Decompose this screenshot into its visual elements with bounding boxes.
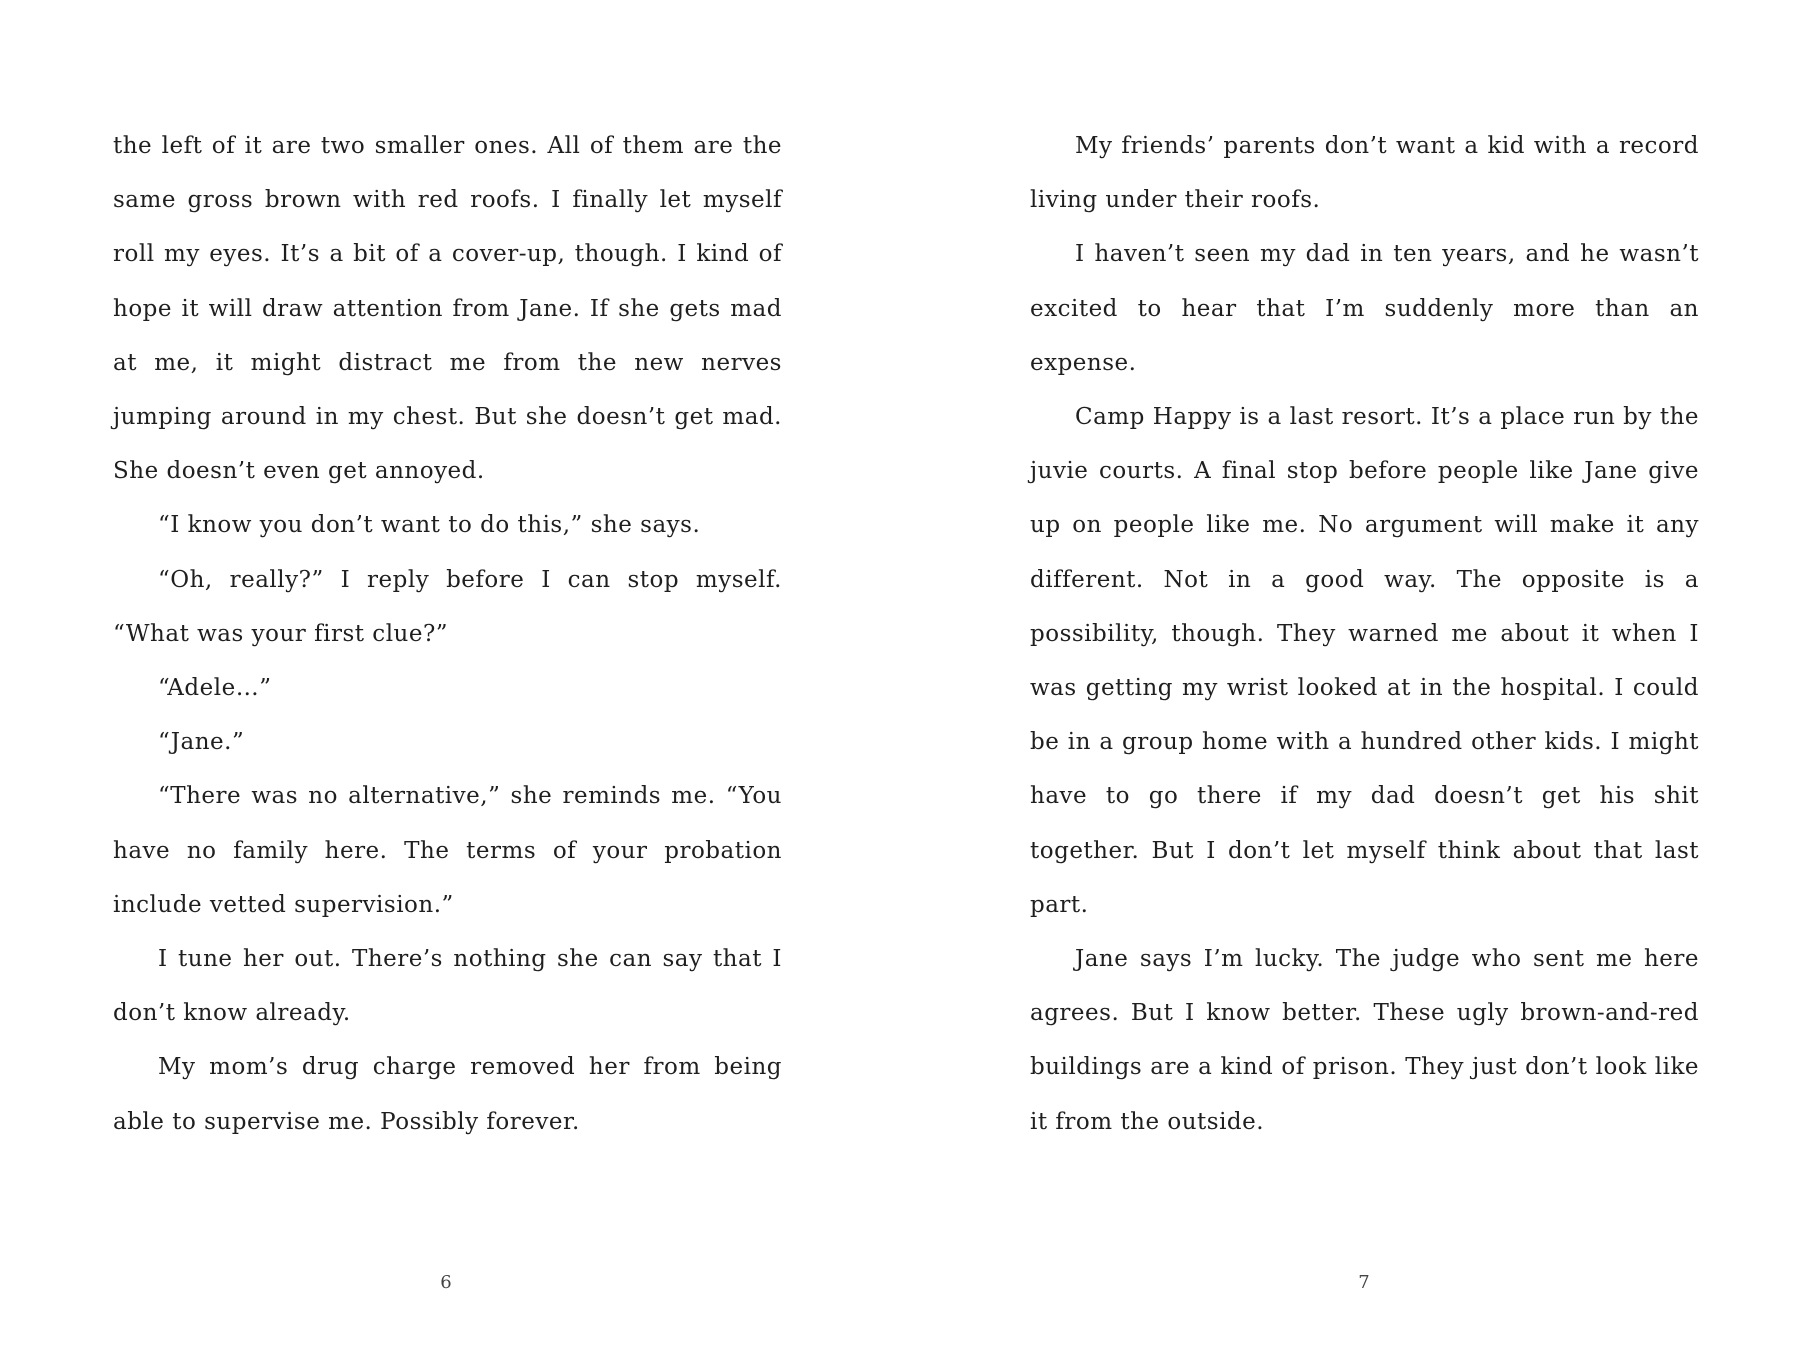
- page-number: 6: [440, 1272, 452, 1293]
- paragraph: “I know you don’t want to do this,” she says.: [158, 512, 701, 539]
- paragraph: “Adele…”: [158, 675, 272, 702]
- paragraph: I tune her out. There’s nothing she can say that I don’t know already.: [113, 946, 782, 1027]
- page-number: 7: [1358, 1272, 1370, 1293]
- paragraph: Camp Happy is a last resort. It’s a place run by the juvie courts. A final stop before people like Jane give up on people like me. No argument will make it any different. Not in a good way. The opposite is a possibility, though. They warned me about it when I was getting my wrist looked at in the hospital. I could be in a group home with a hundred other kids. I might have to go there if my dad doesn’t get his shit together. But I don’t let myself think about that last part.: [1030, 404, 1699, 918]
- paragraph: Jane says I’m lucky. The judge who sent me here agrees. But I know better. These ugly brown-and-red buildings are a kind of prison. They just don’t look like it from the outside.: [1030, 946, 1699, 1135]
- paragraph: the left of it are two smaller ones. All of them are the same gross brown with red roofs. I finally let myself roll my eyes. It’s a bit of a cover-up, though. I kind of hope it will draw attention from Jane. If she gets mad at me, it might distract me from the new nerves jumping around in my chest. But she doesn’t get mad. She doesn’t even get annoyed.: [113, 133, 782, 485]
- paragraph: “Jane.”: [158, 729, 245, 756]
- paragraph: “Oh, really?” I reply before I can stop myself. “What was your first clue?”: [113, 566, 782, 647]
- paragraph: My mom’s drug charge removed her from being able to supervise me. Possibly forever.: [113, 1054, 782, 1135]
- paragraph: “There was no alternative,” she reminds me. “You have no family here. The terms of your probation include vetted supervision.”: [113, 783, 782, 918]
- left-page: [113, 119, 782, 1159]
- paragraph: My friends’ parents don’t want a kid with a record living under their roofs.: [1030, 133, 1699, 214]
- right-page: [1030, 119, 1699, 1159]
- paragraph: I haven’t seen my dad in ten years, and he wasn’t excited to hear that I’m suddenly more than an expense.: [1030, 241, 1699, 376]
